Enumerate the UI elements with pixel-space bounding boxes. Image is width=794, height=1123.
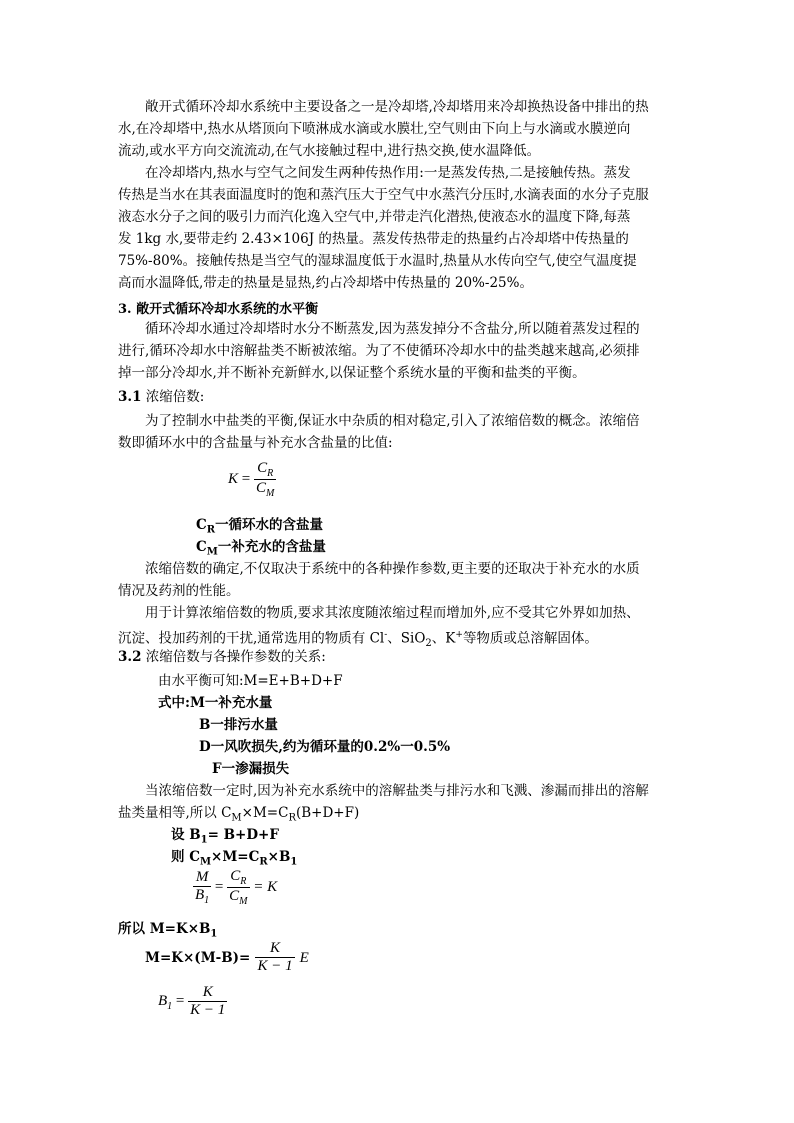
- eq1-num-sub: R: [267, 468, 274, 479]
- eq2-num2: C: [230, 868, 241, 884]
- para7-line2: [118, 804, 359, 828]
- eq2-den2-sub: M: [239, 896, 248, 907]
- eq1-fraction: [254, 460, 276, 499]
- eq1-num: C: [257, 460, 268, 476]
- then-s3: 1: [290, 856, 298, 868]
- eq2-den1-sub: 1: [204, 895, 210, 906]
- def2-sub: M: [206, 546, 218, 558]
- set-sub: 1: [200, 834, 208, 846]
- section-3-2-number: 3.2: [118, 649, 142, 665]
- then-b: ×M=C: [211, 849, 260, 865]
- equation-m-evaporation: [145, 940, 309, 975]
- then-s1: M: [199, 856, 212, 868]
- balance-d: D一风吹损失,约为循环量的0.2%一0.5%: [199, 739, 451, 755]
- definition-cm: [196, 538, 326, 562]
- section-3-1-title: 浓缩倍数:: [145, 389, 205, 405]
- set-b1: [171, 826, 279, 850]
- eq3-den: K − 1: [257, 958, 293, 974]
- eq4-den: K − 1: [190, 1002, 226, 1018]
- para6-text-e: 、K: [431, 630, 456, 647]
- eq1-den: C: [255, 480, 266, 496]
- para7-sub-m: M: [231, 812, 242, 824]
- para5-line1: 浓缩倍数的确定,不仅取决于系统中的各种操作参数,更主要的还取决于补充水的水质: [145, 561, 640, 577]
- so-a: 所以 M=K×B: [118, 921, 211, 937]
- para3-line2: 进行,循环冷却水中溶解盐类不断被浓缩。为了不使循环冷却水中的盐类越来越高,必须排: [118, 343, 640, 359]
- eq4-fraction: [188, 984, 227, 1019]
- section-3-heading: 3. 敞开式循环冷却水系统的水平衡: [118, 302, 319, 317]
- section-3-2-heading: [118, 648, 326, 666]
- balance-b: B一排污水量: [199, 717, 278, 733]
- eq3-fraction: [255, 940, 294, 975]
- para3-line1: 循环冷却水通过冷却塔时水分不断蒸发,因为蒸发掉分不含盐分,所以随着蒸发过程的: [145, 321, 640, 337]
- eq4-lhs-sub: 1: [167, 1000, 173, 1012]
- para6-sup-k: +: [455, 630, 463, 640]
- equation-ratio-k: $\frac{M}{B_1}$ = $\frac{C_R}{C_M}$ = K: [195, 868, 278, 907]
- para4-line2: 数即循环水中的含盐量与补充水含盐量的比值:: [118, 435, 393, 451]
- def2-text: 一补充水的含盐量: [217, 539, 326, 555]
- def2-symbol: C: [196, 539, 207, 555]
- para2-line4: 发 1kg 水,要带走约 2.43×106J 的热量。蒸发传热带走的热量约占冷却塔中传热量的: [118, 231, 629, 247]
- para7-sub-r: R: [288, 812, 296, 824]
- para4-line1: 为了控制水中盐类的平衡,保证水中杂质的相对稳定,引入了浓缩倍数的概念。浓缩倍: [145, 413, 640, 429]
- balance-f: F一渗漏损失: [212, 761, 290, 777]
- eq1-equals: =: [241, 470, 251, 487]
- equation-b1: $B_1$ = $\frac{K}{K - 1}$: [158, 984, 226, 1018]
- para6-sup-cl: -: [384, 630, 388, 640]
- section-3-1-number: 3.1: [118, 389, 142, 405]
- para1-line1: 敞开式循环冷却水系统中主要设备之一是冷却塔,冷却塔用来冷却换热设备中排出的热: [145, 99, 649, 115]
- eq2-num2-sub: R: [240, 876, 247, 887]
- para6-text-c: 、SiO: [387, 630, 426, 647]
- eq4-num: K: [188, 984, 227, 1002]
- eq2-den1: B: [195, 887, 205, 903]
- para2-line1: 在冷却塔内,热水与空气之间发生两种传热作用:一是蒸发传热,二是接触传热。蒸发: [145, 165, 631, 181]
- para7-line1: 当浓缩倍数一定时,因为补充水系统中的溶解盐类与排污水和飞溅、渗漏而排出的溶解: [145, 783, 649, 799]
- para5-line2: 情况及药剂的性能。: [118, 583, 240, 599]
- para6-sub-si: 2: [425, 638, 432, 650]
- set-a: 设 B: [171, 827, 201, 843]
- eq4-lhs: B: [158, 992, 168, 1009]
- eq3-num: K: [255, 940, 294, 958]
- section-3-2-title: 浓缩倍数与各操作参数的关系:: [145, 649, 326, 665]
- para2-line6: 高而水温降低,带走的热量是显热,约占冷却塔中传热量的 20%-25%。: [118, 275, 533, 291]
- def1-sub: R: [206, 524, 216, 536]
- section-3-1-heading: [118, 388, 204, 406]
- para6-text-a: 沉淀、投加药剂的干扰,通常选用的物质有 Cl: [118, 630, 385, 647]
- definition-cr: [196, 516, 323, 540]
- para6-line1: 用于计算浓缩倍数的物质,要求其浓度随浓缩过程而增加外,应不受其它外界如加热、: [145, 605, 640, 621]
- eq2-num1: M: [195, 869, 209, 885]
- para3-line3: 掉一部分冷却水,并不断补充新鲜水,以保证整个系统水量的平衡和盐类的平衡。: [118, 365, 586, 381]
- para2-line2: 传热是当水在其表面温度时的饱和蒸汽压大于空气中水蒸汽分压时,水滴表面的水分子克服: [118, 187, 649, 203]
- eq1-lhs: K: [228, 470, 239, 487]
- balance-m: 式中:M一补充水量: [158, 695, 273, 711]
- para2-line3: 液态水分子之间的吸引力而汽化逸入空气中,并带走汽化潜热,使液态水的温度下降,每蒸: [118, 209, 631, 225]
- eq2-rhs: = K: [253, 878, 278, 895]
- para7-text-c: ×M=C: [241, 805, 289, 821]
- then-c: ×B: [267, 849, 291, 865]
- def1-text: 一循环水的含盐量: [215, 517, 324, 533]
- eq2-fraction-2: [227, 868, 249, 907]
- para7-text-e: (B+D+F): [295, 805, 360, 821]
- para2-line5: 75%-80%。接触传热是当空气的湿球温度低于水温时,热量从水传向空气,使空气温度提: [118, 253, 637, 269]
- set-b: = B+D+F: [207, 827, 279, 843]
- para1-line2: 水,在冷却塔中,热水从塔顶向下喷淋成水滴或水膜壮,空气则由下向上与水滴或水膜逆向: [118, 121, 631, 137]
- so-sub: 1: [210, 928, 218, 940]
- then-s2: R: [259, 856, 268, 868]
- para7-text-a: 盐类量相等,所以 C: [118, 805, 232, 821]
- eq2-fraction-1: [193, 869, 211, 906]
- eq2-den2: C: [229, 888, 240, 904]
- eq1-den-sub: M: [266, 488, 275, 499]
- water-balance-intro: 由水平衡可知:M=E+B+D+F: [158, 673, 343, 689]
- eq3-rhs: E: [299, 950, 309, 966]
- eq3-lhs: M=K×(M-B)=: [145, 950, 251, 966]
- then-a: 则 C: [171, 849, 200, 865]
- def1-symbol: C: [196, 517, 207, 533]
- equation-concentration-ratio: [228, 460, 276, 499]
- para1-line3: 流动,或水平方向交流流动,在气水接触过程中,进行热交换,使水温降低。: [118, 143, 541, 159]
- para6-text-g: 等物质或总溶解固体。: [462, 630, 598, 647]
